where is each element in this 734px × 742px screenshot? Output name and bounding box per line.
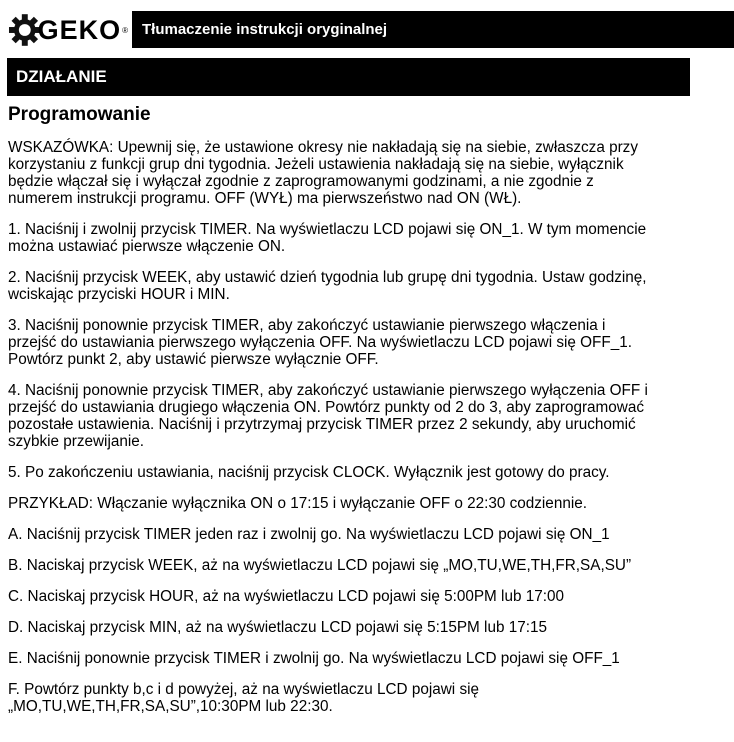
paragraph-line: wciskając przyciski HOUR i MIN. <box>8 286 230 303</box>
paragraph-line: 1. Naciśnij i zwolnij przycisk TIMER. Na wyświetlaczu LCD pojawi się ON_1. W tym momencie <box>8 221 647 238</box>
page-heading: Programowanie <box>8 104 151 125</box>
paragraph-line: D. Naciskaj przycisk MIN, aż na wyświetlaczu LCD pojawi się 5:15PM lub 17:15 <box>8 619 547 636</box>
paragraph-line: WSKAZÓWKA: Upewnij się, że ustawione okresy nie nakładają się na siebie, zwłaszcza przy <box>8 139 638 156</box>
instruction-paragraph <box>8 526 730 543</box>
instruction-paragraph <box>8 317 730 368</box>
header-title: Tłumaczenie instrukcji oryginalnej <box>142 21 388 38</box>
paragraph-line: 5. Po zakończeniu ustawiania, naciśnij przycisk CLOCK. Wyłącznik jest gotowy do pracy. <box>8 464 610 481</box>
paragraph-line: korzystaniu z funkcji grup dni tygodnia. Jeżeli ustawienia nakładają się na siebie, wyłącznik <box>8 156 624 173</box>
paragraph-line: F. Powtórz punkty b,c i d powyżej, aż na wyświetlaczu LCD pojawi się <box>8 681 479 698</box>
paragraph-line: Powtórz punkt 2, aby ustawić pierwsze wyłącznie OFF. <box>8 351 379 368</box>
paragraph-line: 3. Naciśnij ponownie przycisk TIMER, aby zakończyć ustawianie pierwszego włączenia i <box>8 317 606 334</box>
paragraph-line: można ustawiać pierwsze włączenie ON. <box>8 238 286 255</box>
paragraph-line: B. Naciskaj przycisk WEEK, aż na wyświetlaczu LCD pojawi się „MO,TU,WE,TH,FR,SA,SU” <box>8 557 632 574</box>
instruction-paragraph <box>8 139 730 207</box>
section-bar <box>7 58 690 96</box>
geko-logo <box>8 10 128 50</box>
instruction-paragraph <box>8 221 730 255</box>
paragraph-line: 4. Naciśnij ponownie przycisk TIMER, aby zakończyć ustawianie pierwszego wyłączenia OFF i <box>8 382 648 399</box>
paragraph-line: E. Naciśnij ponownie przycisk TIMER i zwolnij go. Na wyświetlaczu LCD pojawi się OFF_1 <box>8 650 620 667</box>
paragraph-line: A. Naciśnij przycisk TIMER jeden raz i zwolnij go. Na wyświetlaczu LCD pojawi się ON_1 <box>8 526 610 543</box>
logo-text: GEKO <box>37 14 122 45</box>
section-title: DZIAŁANIE <box>16 67 107 86</box>
instruction-paragraph <box>8 382 730 450</box>
instruction-paragraph <box>8 650 730 667</box>
instruction-paragraph <box>8 557 730 574</box>
paragraph-line: numerem instrukcji programu. OFF (WYŁ) ma pierwszeństwo nad ON (WŁ). <box>8 190 522 207</box>
instruction-paragraph <box>8 495 730 512</box>
paragraph-line: PRZYKŁAD: Włączanie wyłącznika ON o 17:15 i wyłączanie OFF o 22:30 codziennie. <box>8 495 587 512</box>
instructions-body <box>8 139 730 729</box>
instruction-paragraph <box>8 464 730 481</box>
instruction-paragraph <box>8 681 730 715</box>
instruction-paragraph <box>8 269 730 303</box>
header-bar <box>132 11 734 48</box>
paragraph-line: szybkie przewijanie. <box>8 433 145 450</box>
paragraph-line: C. Naciskaj przycisk HOUR, aż na wyświetlaczu LCD pojawi się 5:00PM lub 17:00 <box>8 588 564 605</box>
paragraph-line: „MO,TU,WE,TH,FR,SA,SU”,10:30PM lub 22:30. <box>8 698 333 715</box>
paragraph-line: przejść do ustawiania pierwszego wyłączenia OFF. Na wyświetlaczu LCD pojawi się OFF_1. <box>8 334 633 351</box>
registered-mark: ® <box>122 25 128 35</box>
instruction-paragraph <box>8 588 730 605</box>
paragraph-line: pozostałe ustawienia. Naciśnij i przytrzymaj przycisk TIMER przez 2 sekundy, aby uruchomić <box>8 416 636 433</box>
paragraph-line: będzie włączał się i wyłączał zgodnie z zaprogramowanymi godzinami, a nie zgodnie z <box>8 173 594 190</box>
instruction-paragraph <box>8 619 730 636</box>
paragraph-line: 2. Naciśnij przycisk WEEK, aby ustawić dzień tygodnia lub grupę dni tygodnia. Ustaw godzinę, <box>8 269 647 286</box>
paragraph-line: przejść do ustawiania drugiego włączenia ON. Powtórz punkty od 2 do 3, aby zaprogramować <box>8 399 645 416</box>
gear-icon <box>8 13 42 47</box>
